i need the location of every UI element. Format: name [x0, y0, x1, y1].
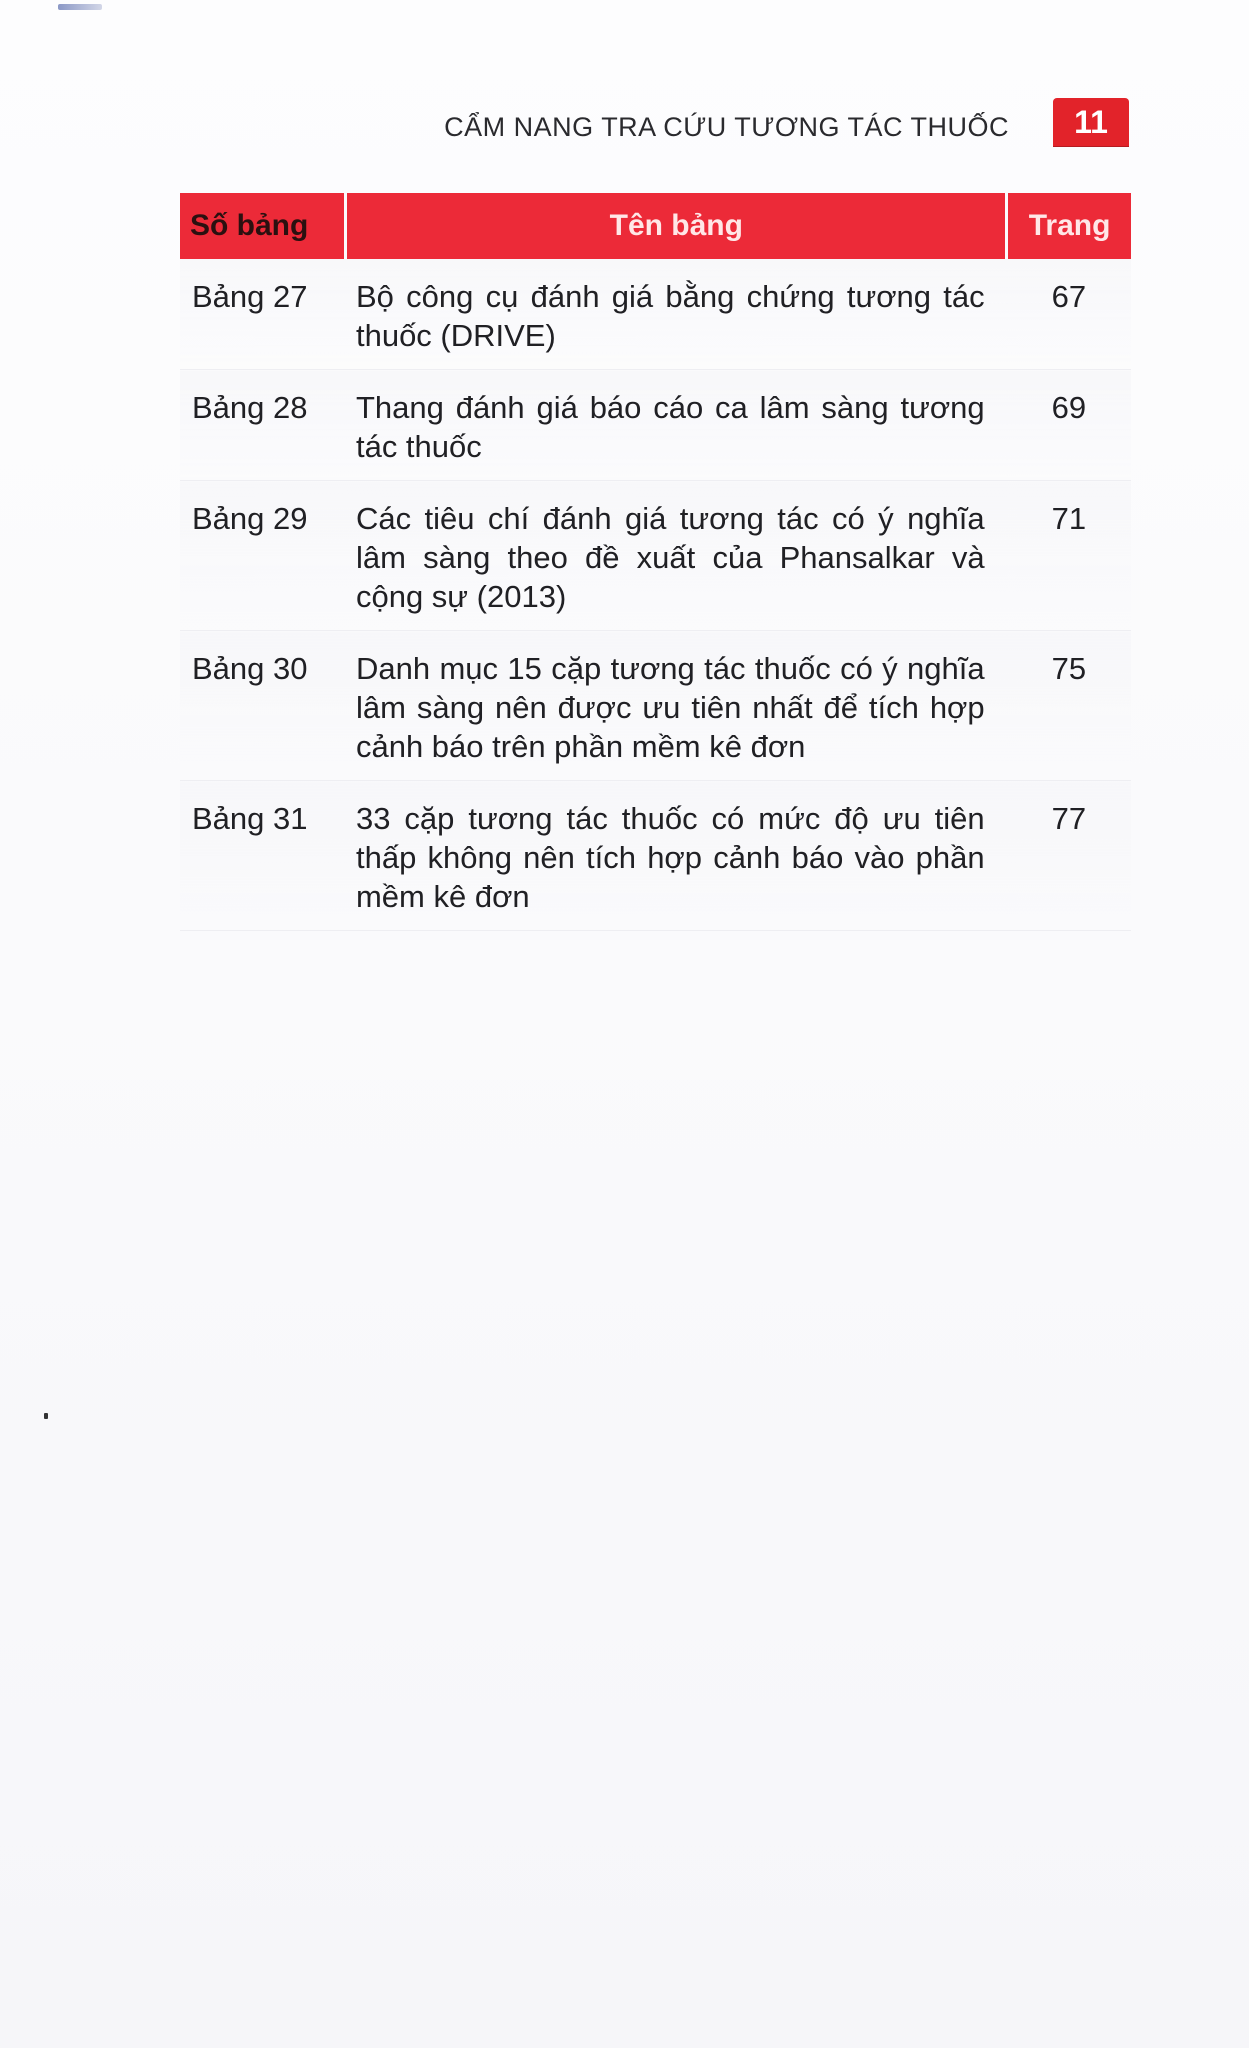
table-header-row — [180, 193, 1131, 259]
table-row — [180, 631, 1131, 781]
page-number-badge: 11 — [1053, 98, 1129, 146]
table-title: Các tiêu chí đánh giá tương tác có ý nghĩa lâm sàng theo đề xuất của Phansalkar và cộng sự (2013) — [346, 481, 1007, 631]
table-number: Bảng 30 — [180, 631, 346, 781]
column-header-number: Số bảng — [180, 193, 346, 259]
scan-speck — [44, 1413, 48, 1419]
scan-artifact — [58, 4, 102, 10]
table-title: Danh mục 15 cặp tương tác thuốc có ý nghĩa lâm sàng nên được ưu tiên nhất để tích hợp cảnh báo trên phần mềm kê đơn — [346, 631, 1007, 781]
column-header-title: Tên bảng — [346, 193, 1007, 259]
table-row — [180, 781, 1131, 931]
table-number: Bảng 31 — [180, 781, 346, 931]
table-number: Bảng 27 — [180, 259, 346, 370]
table-row — [180, 370, 1131, 481]
table-title: Bộ công cụ đánh giá bằng chứng tương tác thuốc (DRIVE) — [346, 259, 1007, 370]
column-header-page: Trang — [1007, 193, 1131, 259]
table-page: 71 — [1007, 481, 1131, 631]
table-of-contents — [180, 193, 1131, 931]
table-page: 75 — [1007, 631, 1131, 781]
table-row — [180, 481, 1131, 631]
table-page: 67 — [1007, 259, 1131, 370]
table-page: 77 — [1007, 781, 1131, 931]
table-row — [180, 259, 1131, 370]
page-header — [0, 98, 1249, 152]
table-page: 69 — [1007, 370, 1131, 481]
book-title: CẨM NANG TRA CỨU TƯƠNG TÁC THUỐC — [444, 112, 1009, 142]
table-title: 33 cặp tương tác thuốc có mức độ ưu tiên thấp không nên tích hợp cảnh báo vào phần mềm kê đơn — [346, 781, 1007, 931]
table-title: Thang đánh giá báo cáo ca lâm sàng tương tác thuốc — [346, 370, 1007, 481]
table-number: Bảng 29 — [180, 481, 346, 631]
table-number: Bảng 28 — [180, 370, 346, 481]
